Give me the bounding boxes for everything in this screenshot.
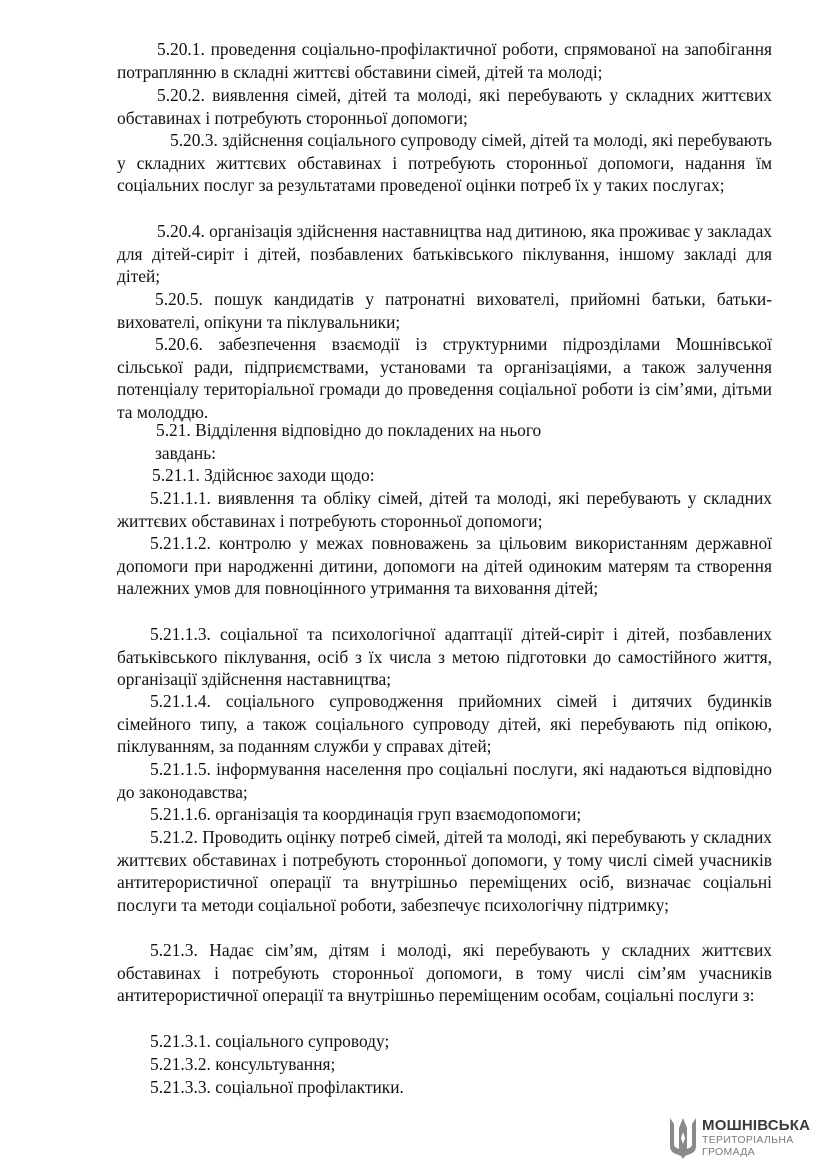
paragraph-5-20-5: 5.20.5. пошук кандидатів у патронатні вихователі, прийомні батьки, батьки-вихователі, опікуни та піклувальники; <box>117 289 772 332</box>
paragraph-5-21-3: 5.21.3. Надає сім’ям, дітям і молоді, які перебувають у складних життєвих обставинах і потребують сторонньої допомоги, в тому числі сім’ям учасників антитерористичної операції та внутрішньо переміщеним особам, соціальні послуги з: <box>117 940 772 1006</box>
paragraph-5-21-3-1: 5.21.3.1. соціального супроводу; <box>150 1031 390 1051</box>
paragraph-5-20-3: 5.20.3. здійснення соціального супроводу сімей, дітей та молоді, які перебувають у складних життєвих обставинах і потребують сторонньої допомоги, надання їм соціальних послуг за результатами проведеної оцінки потреб їх у таких послугах; <box>117 130 772 196</box>
paragraph-5-21-1-5: 5.21.1.5. інформування населення про соціальні послуги, які надаються відповідно до законодавства; <box>117 759 772 802</box>
paragraph-5-21: 5.21. Відділення відповідно до покладених на нього <box>156 420 542 440</box>
paragraph-5-21-1-3: 5.21.1.3. соціальної та психологічної адаптації дітей-сиріт і дітей, позбавлених батьківського піклування, осіб з їх числа з метою підготовки до самостійного життя, організації здійснення наставництва; <box>117 624 772 690</box>
paragraph-5-20-2: 5.20.2. виявлення сімей, дітей та молоді, які перебувають у складних життєвих обставинах і потребують сторонньої допомоги; <box>117 85 772 128</box>
paragraph-5-20-1: 5.20.1. проведення соціально-профілактичної роботи, спрямованої на запобігання потраплянню в складні життєві обставини сімей, дітей та молоді; <box>117 39 772 82</box>
paragraph-5-21-1-4: 5.21.1.4. соціального супроводження прийомних сімей і дитячих будинків сімейного типу, а також соціального супроводу дітей, які перебувають під опікою, піклуванням, за поданням служби у справах дітей; <box>117 691 772 757</box>
paragraph-5-21-2: 5.21.2. Проводить оцінку потреб сімей, дітей та молоді, які перебувають у складних життєвих обставинах і потребують сторонньої допомоги, у тому числі сімей учасників антитерористичної операції та внутрішньо переміщених осіб, визначає соціальні послуги та методи соціальної роботи, забезпечує психологічну підтримку; <box>117 827 772 916</box>
paragraph-5-21-cont: завдань: <box>155 443 217 463</box>
paragraph-5-21-1-6: 5.21.1.6. організація та координація груп взаємодопомоги; <box>150 804 582 824</box>
paragraph-5-21-3-2: 5.21.3.2. консультування; <box>150 1054 336 1074</box>
logo-subtitle-2: ГРОМАДА <box>702 1146 755 1158</box>
paragraph-5-21-1: 5.21.1. Здійснює заходи щодо: <box>152 465 375 485</box>
paragraph-5-21-3-3: 5.21.3.3. соціальної профілактики. <box>150 1077 404 1097</box>
logo-subtitle: ТЕРИТОРІАЛЬНА <box>702 1134 794 1146</box>
logo-title: МОШНІВСЬКА <box>702 1117 811 1134</box>
paragraph-5-21-1-1: 5.21.1.1. виявлення та обліку сімей, дітей та молоді, які перебувають у складних життєвих обставинах і потребують сторонньої допомоги; <box>117 488 772 531</box>
paragraph-5-20-4: 5.20.4. організація здійснення наставництва над дитиною, яка проживає у закладах для дітей-сиріт і дітей, позбавлених батьківського піклування, іншому закладі для дітей; <box>117 221 772 287</box>
trident-icon <box>668 1116 698 1160</box>
community-logo <box>668 1112 818 1162</box>
paragraph-5-20-6: 5.20.6. забезпечення взаємодії із структурними підрозділами Мошнівської сільської ради, підприємствами, установами та організаціями, а також залучення потенціалу територіальної громади до проведення соціальної роботи із сім’ями, дітьми та молоддю. <box>117 334 772 423</box>
paragraph-5-21-1-2: 5.21.1.2. контролю у межах повноважень за цільовим використанням державної допомоги при народженні дитини, допомоги на дітей одиноким матерям та створення належних умов для повноцінного утримання та виховання дітей; <box>117 533 772 599</box>
